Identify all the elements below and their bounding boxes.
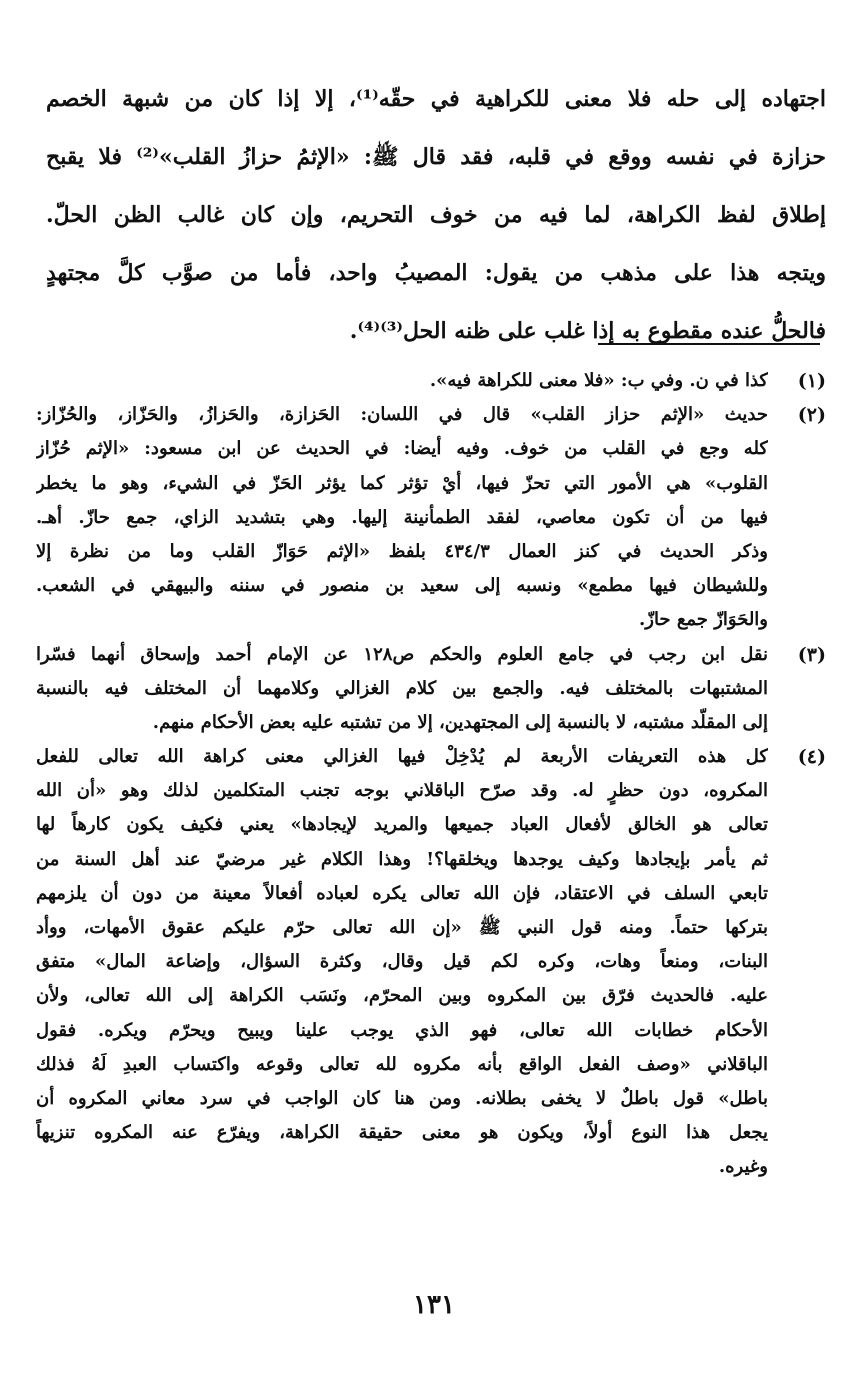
footnote-1 xyxy=(36,364,826,398)
footnote-line: ثم يأمر بإيجادها وكيف يوجدها ويخلقها؟! وهذا الكلام غير مرضيّ عند أهل السنة من xyxy=(36,848,768,870)
footnote-line: وللشيطان فيها مطمع» ونسبه إلى سعيد بن منصور في سننه والبيهقي في الشعب. xyxy=(36,575,768,597)
footnote-line: إلى المقلّد مشتبه، لا بالنسبة إلى المجتهدين، إلا من تشتبه عليه بعض الأحكام منهم. xyxy=(152,711,768,733)
footnote-line: يجعل هذا النوع أولاً، ويكون هو معنى حقيقة الكراهة، ويفرّع عنه المكروه تنزيهاً xyxy=(36,1122,768,1144)
main-text-line: حزازة في نفسه ووقع في قلبه، فقد قال ﷺ: «الإثمُ حزازُ القلب»⁽²⁾ فلا يقبح xyxy=(46,144,826,170)
footnote-2 xyxy=(36,398,826,637)
footnote-line: تعالى هو الخالق لأفعال العباد جميعها والمريد لإيجادها» يعني فكيف يكون كارهاً لها xyxy=(36,814,768,836)
footnote-line: عليه. فالحديث فرّق بين المكروه وبين المحرّم، ونَسَب الكراهة إلى الله تعالى، ولأن xyxy=(36,985,768,1007)
footnote-line: بتركها حتماً. ومنه قول النبي ﷺ «إن الله تعالى حرّم عليكم عقوق الأمهات، ووأد xyxy=(36,917,768,938)
footnote-line: الأحكام خطابات الله تعالى، فهو الذي يوجب علينا ويبيح ويحرّم ويكره. فقول xyxy=(36,1019,768,1041)
main-text-line: إطلاق لفظ الكراهة، لما فيه من خوف التحريم، وإن كان غالب الظن الحلّ. xyxy=(46,202,826,228)
footnote-number: (٤) xyxy=(797,746,826,769)
footnote-line: كله وجع في القلب من خوف. وفيه أيضا: في الحديث عن ابن مسعود: «الإثم حُزّاز xyxy=(36,438,768,460)
footnote-line: وذكر الحديث في كنز العمال ٤٣٤/٣ بلفظ «الإثم حَوَازّ القلب وما من نظرة إلا xyxy=(36,540,768,562)
footnote-number: (٢) xyxy=(797,404,826,427)
footnote-number: (١) xyxy=(797,370,826,392)
footnote-line: المشتبهات بالمختلف فيه. والجمع بين كلام الغزالي وكلامهما أن المختلف فيه بالنسبة xyxy=(36,677,768,699)
footnote-line: نقل ابن رجب في جامع العلوم والحكم ص١٢٨ عن الإمام أحمد وإسحاق أنهما فسّرا xyxy=(36,643,768,665)
footnote-line: والحَوَازّ جمع حازّ. xyxy=(638,609,768,631)
page-number: ١٣١ xyxy=(413,1290,455,1320)
footnote-number: (٣) xyxy=(797,643,826,666)
footnote-line: القلوب» هي الأمور التي تحزّ فيها، أيْ تؤثر كما يؤثر الحَزّ في الشيء، وهو ما يخطر xyxy=(36,472,768,494)
footnote-line: كذا في ن. وفي ب: «فلا معنى للكراهة فيه». xyxy=(429,370,768,391)
footnote-3 xyxy=(36,638,826,741)
footnote-line: البنات، ومنعاً وهات، وكره لكم قيل وقال، وكثرة السؤال، وإضاعة المال» متفق xyxy=(36,951,768,973)
footnote-separator xyxy=(598,343,820,345)
main-text-line: فالحلُّ عنده مقطوع به إذا غلب على ظنه الحل⁽³⁾⁽⁴⁾. xyxy=(349,318,826,344)
footnote-line: الباقلاني «وصف الفعل الواقع بأنه مكروه لله تعالى وقوعه واكتساب العبدِ لَهُ فذلك xyxy=(36,1053,768,1075)
footnote-line: باطل» قول باطلٌ لا يخفى بطلانه. ومن هنا كان الواجب في سرد معاني المكروه أن xyxy=(36,1087,768,1109)
footnote-line: تابعي السلف في الاعتقاد، فإن الله تعالى يكره لعباده أفعالاً معينة من دون أن يلزمهم xyxy=(36,882,768,904)
footnote-line: فيها من أن تكون معاصي، لفقد الطمأنينة إليها. وهي بتشديد الزاي، جمع حازّ. أهـ. xyxy=(36,506,768,528)
footnote-line: كل هذه التعريفات الأربعة لم يُدْخِلْ فيها الغزالي معنى كراهة الله تعالى للفعل xyxy=(36,746,768,768)
main-text-body xyxy=(46,70,826,360)
main-text-line: اجتهاده إلى حله فلا معنى للكراهية في حقّه⁽¹⁾، إلا إذا كان من شبهة الخصم xyxy=(46,86,826,112)
footnote-4 xyxy=(36,740,826,1184)
footnote-line: المكروه، دون حظرٍ له. وقد صرّح الباقلاني بوجه تجنب المتكلمين لذلك وهو «أن الله xyxy=(36,780,768,802)
footnote-line: حديث «الإثم حزاز القلب» قال في اللسان: الحَزازة، والحَزازُ، والحَزّاز، والحُزّاز: xyxy=(36,404,768,426)
footnote-line: وغيره. xyxy=(718,1156,768,1178)
main-text-line: ويتجه هذا على مذهب من يقول: المصيبُ واحد، فأما من صوَّب كلَّ مجتهدٍ xyxy=(46,260,826,286)
footnotes-section xyxy=(36,364,826,1185)
